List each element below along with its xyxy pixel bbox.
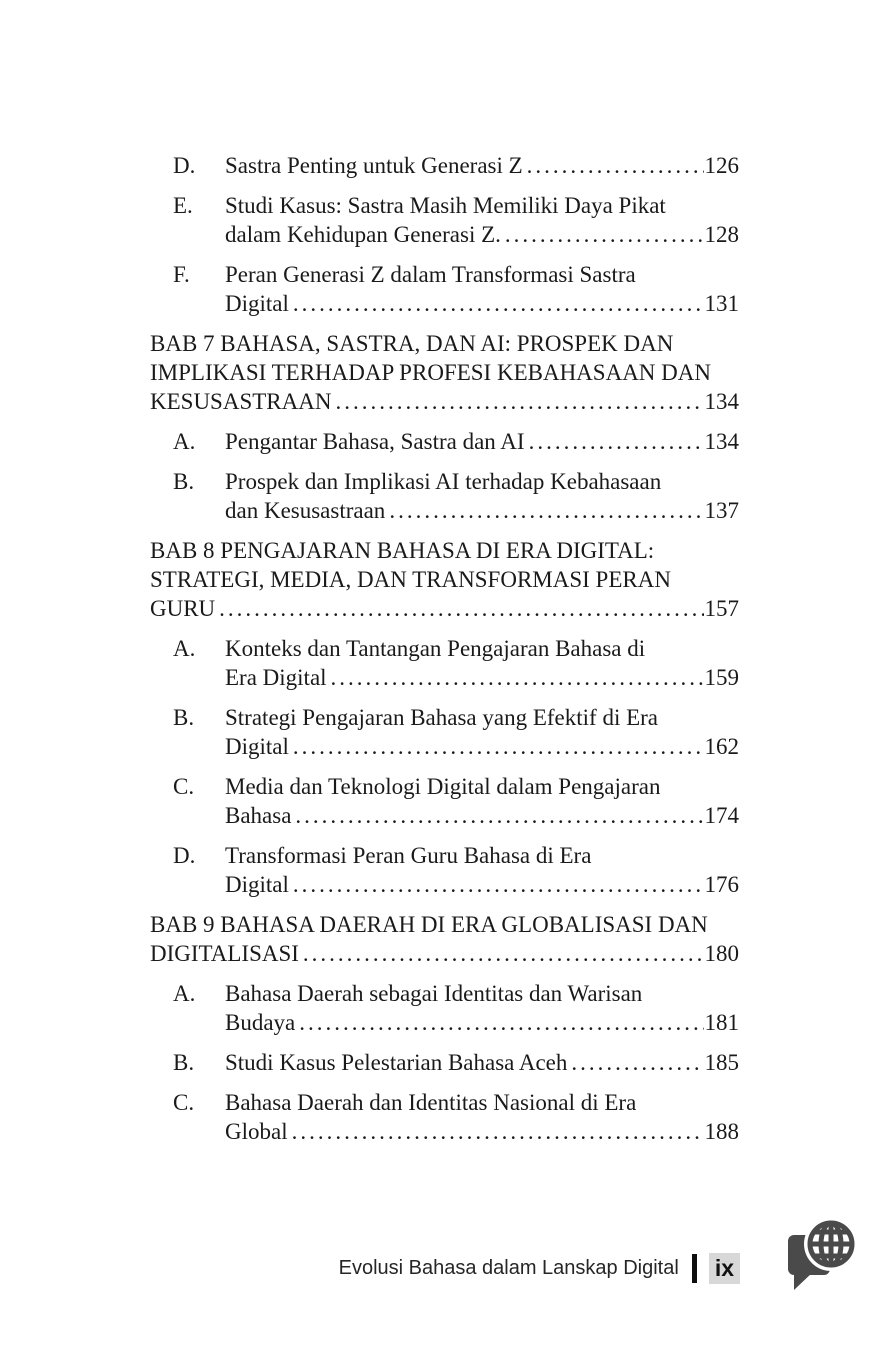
toc-entry-letter: C.	[173, 774, 195, 799]
toc-line	[225, 1117, 739, 1146]
toc-line-text: KESUSASTRAAN	[150, 389, 332, 414]
chat-globe-icon	[783, 1217, 859, 1293]
page-number: 181	[704, 1010, 739, 1035]
toc-line	[225, 260, 739, 289]
toc-entry[interactable]	[150, 979, 739, 1037]
toc-line-text: dalam Kehidupan Generasi Z.	[225, 222, 501, 247]
toc-line-text: Digital	[225, 872, 289, 897]
toc-entry-body	[225, 1048, 739, 1077]
toc-entry[interactable]	[150, 841, 739, 899]
dot-leader	[505, 220, 704, 249]
footer-page-number: ix	[709, 1253, 740, 1284]
toc-line-text: Peran Generasi Z dalam Transformasi Sastra	[225, 262, 636, 287]
toc-entry[interactable]	[150, 191, 739, 249]
dot-leader	[303, 939, 704, 968]
toc-line	[225, 151, 739, 180]
toc-entry-body	[225, 841, 739, 899]
toc-line	[225, 427, 739, 456]
page-number: 174	[704, 803, 739, 828]
toc-line-text: DIGITALISASI	[150, 941, 299, 966]
toc-line	[225, 1048, 739, 1077]
page-number: 157	[704, 596, 739, 621]
toc-line-text: Pengantar Bahasa, Sastra dan AI	[225, 429, 525, 454]
dot-leader	[293, 870, 704, 899]
toc-line-text: Strategi Pengajaran Bahasa yang Efektif di Era	[225, 705, 659, 730]
toc-line-text: BAB 8 PENGAJARAN BAHASA DI ERA DIGITAL:	[150, 538, 655, 563]
toc-line	[225, 467, 739, 496]
toc-entry-letter: D.	[173, 843, 196, 868]
toc-line	[225, 1088, 739, 1117]
toc-entry-body	[150, 536, 739, 623]
footer-book-title: Evolusi Bahasa dalam Lanskap Digital	[338, 1257, 679, 1280]
toc-line-text: Studi Kasus: Sastra Masih Memiliki Daya Pikat	[225, 193, 666, 218]
toc-line	[225, 289, 739, 318]
dot-leader	[331, 663, 704, 692]
toc-line	[225, 870, 739, 899]
toc-entry-body	[225, 260, 739, 318]
toc-line-text: GURU	[150, 596, 216, 621]
dot-leader	[299, 1008, 703, 1037]
toc-line	[150, 536, 739, 565]
dot-leader	[389, 496, 703, 525]
toc-entry-letter: F.	[173, 262, 190, 287]
toc-line	[225, 220, 739, 249]
toc-entry[interactable]	[150, 1088, 739, 1146]
toc-line	[150, 358, 739, 387]
toc-line	[225, 841, 739, 870]
toc-entry[interactable]	[150, 634, 739, 692]
page-number: 162	[704, 734, 739, 759]
dot-leader	[527, 151, 704, 180]
toc-line	[150, 910, 739, 939]
toc-line	[150, 387, 739, 416]
toc-line	[225, 191, 739, 220]
toc-entry[interactable]	[150, 910, 739, 968]
toc-line-text: IMPLIKASI TERHADAP PROFESI KEBAHASAAN DAN	[150, 360, 711, 385]
toc-entry[interactable]	[150, 536, 739, 623]
toc-entry-body	[225, 979, 739, 1037]
toc-entry-letter: D.	[173, 153, 196, 178]
toc-entry[interactable]	[150, 467, 739, 525]
toc-line	[225, 801, 739, 830]
page-number: 134	[704, 389, 739, 414]
toc-line-text: Transformasi Peran Guru Bahasa di Era	[225, 843, 592, 868]
toc-entry-body	[225, 634, 739, 692]
toc-entry-letter: E.	[173, 193, 193, 218]
page-number: 185	[704, 1050, 739, 1075]
toc-entry[interactable]	[150, 1048, 739, 1077]
toc-line-text: Era Digital	[225, 665, 327, 690]
toc-line-text: dan Kesusastraan	[225, 498, 386, 523]
toc-entry-letter: C.	[173, 1090, 195, 1115]
toc-line-text: Studi Kasus Pelestarian Bahasa Aceh	[225, 1050, 568, 1075]
toc-entry-letter: B.	[173, 469, 195, 494]
toc-line-text: Budaya	[225, 1010, 296, 1035]
toc-line-text: BAB 9 BAHASA DAERAH DI ERA GLOBALISASI DAN	[150, 912, 708, 937]
table-of-contents	[150, 151, 739, 1157]
page-number: 128	[704, 222, 739, 247]
toc-entry-letter: B.	[173, 705, 195, 730]
dot-leader	[571, 1048, 703, 1077]
toc-entry[interactable]	[150, 151, 739, 180]
toc-line-text: BAB 7 BAHASA, SASTRA, DAN AI: PROSPEK DAN	[150, 331, 674, 356]
toc-entry[interactable]	[150, 427, 739, 456]
page-number: 131	[704, 291, 739, 316]
toc-entry-body	[225, 191, 739, 249]
toc-line-text: Bahasa Daerah dan Identitas Nasional di Era	[225, 1090, 637, 1115]
toc-line-text: Bahasa Daerah sebagai Identitas dan Warisan	[225, 981, 643, 1006]
toc-entry[interactable]	[150, 703, 739, 761]
toc-line-text: Prospek dan Implikasi AI terhadap Kebahasaan	[225, 469, 662, 494]
toc-line-text: Konteks dan Tantangan Pengajaran Bahasa di	[225, 636, 646, 661]
toc-entry-letter: A.	[173, 429, 196, 454]
toc-line-text: Media dan Teknologi Digital dalam Pengajaran	[225, 774, 661, 799]
dot-leader	[292, 1117, 704, 1146]
page-number: 176	[704, 872, 739, 897]
page-number: 188	[704, 1119, 739, 1144]
page-number: 137	[704, 498, 739, 523]
dot-leader	[295, 801, 703, 830]
page-number: 126	[704, 153, 739, 178]
toc-line-text: Bahasa	[225, 803, 292, 828]
toc-line	[225, 732, 739, 761]
footer-separator-bar	[692, 1254, 697, 1283]
toc-line-text: Digital	[225, 291, 289, 316]
toc-entry-letter: A.	[173, 636, 196, 661]
toc-line-text: STRATEGI, MEDIA, DAN TRANSFORMASI PERAN	[150, 567, 671, 592]
toc-entry-letter: A.	[173, 981, 196, 1006]
toc-line	[225, 634, 739, 663]
toc-line	[150, 594, 739, 623]
toc-entry-body	[225, 467, 739, 525]
dot-leader	[529, 427, 704, 456]
toc-entry-body	[225, 1088, 739, 1146]
toc-line	[150, 565, 739, 594]
toc-line	[225, 979, 739, 1008]
toc-entry-body	[225, 151, 739, 180]
toc-line	[225, 1008, 739, 1037]
dot-leader	[293, 732, 704, 761]
dot-leader	[335, 387, 703, 416]
dot-leader	[293, 289, 704, 318]
toc-entry-body	[225, 427, 739, 456]
toc-entry[interactable]	[150, 329, 739, 416]
toc-line-text: Digital	[225, 734, 289, 759]
toc-entry-body	[225, 703, 739, 761]
page-number: 159	[704, 665, 739, 690]
globe-grid	[807, 1221, 855, 1267]
toc-entry[interactable]	[150, 260, 739, 318]
running-footer	[339, 1253, 740, 1284]
toc-line-text: Sastra Penting untuk Generasi Z	[225, 153, 523, 178]
page-number: 134	[704, 429, 739, 454]
toc-line	[150, 939, 739, 968]
page-number: 180	[704, 941, 739, 966]
toc-entry[interactable]	[150, 772, 739, 830]
toc-line	[150, 329, 739, 358]
dot-leader	[219, 594, 703, 623]
toc-line	[225, 703, 739, 732]
toc-entry-body	[150, 329, 739, 416]
toc-entry-body	[225, 772, 739, 830]
toc-entry-body	[150, 910, 739, 968]
toc-line	[225, 496, 739, 525]
toc-line	[225, 663, 739, 692]
toc-entry-letter: B.	[173, 1050, 195, 1075]
toc-line	[225, 772, 739, 801]
toc-line-text: Global	[225, 1119, 288, 1144]
